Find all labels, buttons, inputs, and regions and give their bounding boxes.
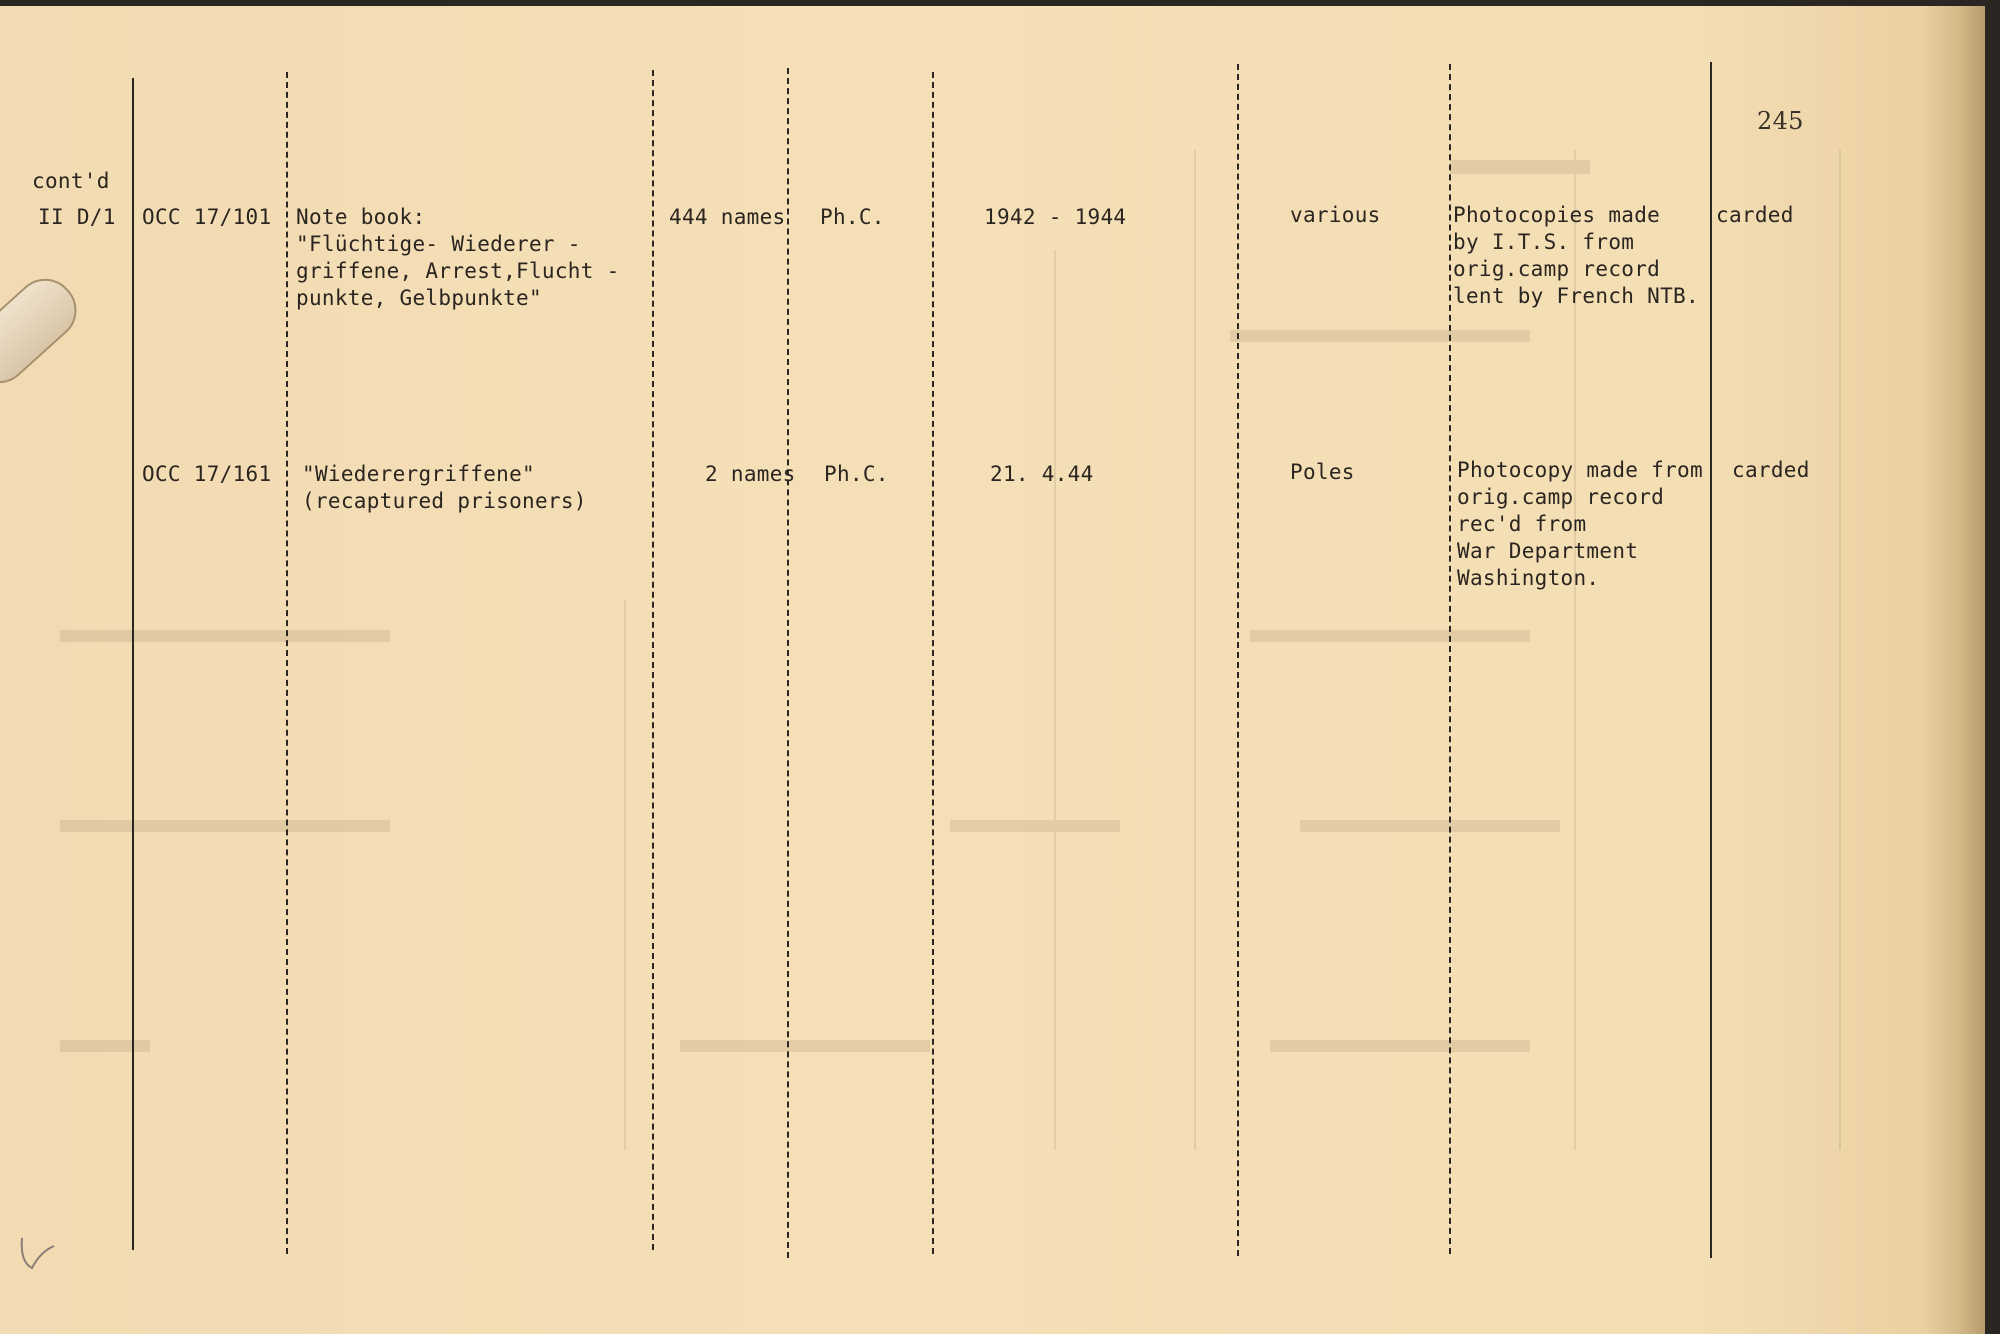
record-nationality: various bbox=[1290, 203, 1381, 227]
record-remarks: Photocopies made by I.T.S. from orig.camp record lent by French NTB. bbox=[1453, 203, 1699, 308]
record-ref: OCC 17/161 bbox=[142, 462, 272, 486]
record-description: "Wiederergriffene" (recaptured prisoners) bbox=[302, 462, 587, 513]
column-rule-5 bbox=[932, 72, 934, 1254]
page-number: 245 bbox=[1757, 107, 1804, 135]
record-dates: 1942 - 1944 bbox=[984, 205, 1127, 229]
record-names: 444 names bbox=[669, 205, 786, 229]
column-rule-1 bbox=[132, 78, 134, 1250]
record-description: Note book: "Flüchtige- Wiederer - griffene, Arrest,Flucht - punkte, Gelbpunkte" bbox=[296, 205, 620, 310]
record-names: 2 names bbox=[705, 462, 796, 486]
column-rule-3 bbox=[652, 70, 654, 1250]
record-ref: OCC 17/101 bbox=[142, 205, 272, 229]
section-code: II D/1 bbox=[38, 205, 116, 229]
record-format: Ph.C. bbox=[824, 462, 889, 486]
record-format: Ph.C. bbox=[820, 205, 885, 229]
column-rule-2 bbox=[286, 72, 288, 1254]
column-rule-8 bbox=[1710, 62, 1712, 1258]
record-status: carded bbox=[1732, 458, 1810, 482]
column-rule-7 bbox=[1449, 64, 1451, 1254]
record-dates: 21. 4.44 bbox=[990, 462, 1094, 486]
record-remarks: Photocopy made from orig.camp record rec'd from War Department Washington. bbox=[1457, 458, 1703, 590]
record-nationality: Poles bbox=[1290, 460, 1355, 484]
column-rule-6 bbox=[1237, 64, 1239, 1256]
section-label: cont'd bbox=[32, 169, 110, 193]
column-rule-4 bbox=[787, 68, 789, 1258]
record-status: carded bbox=[1716, 203, 1794, 227]
pencil-mark bbox=[18, 1232, 58, 1272]
